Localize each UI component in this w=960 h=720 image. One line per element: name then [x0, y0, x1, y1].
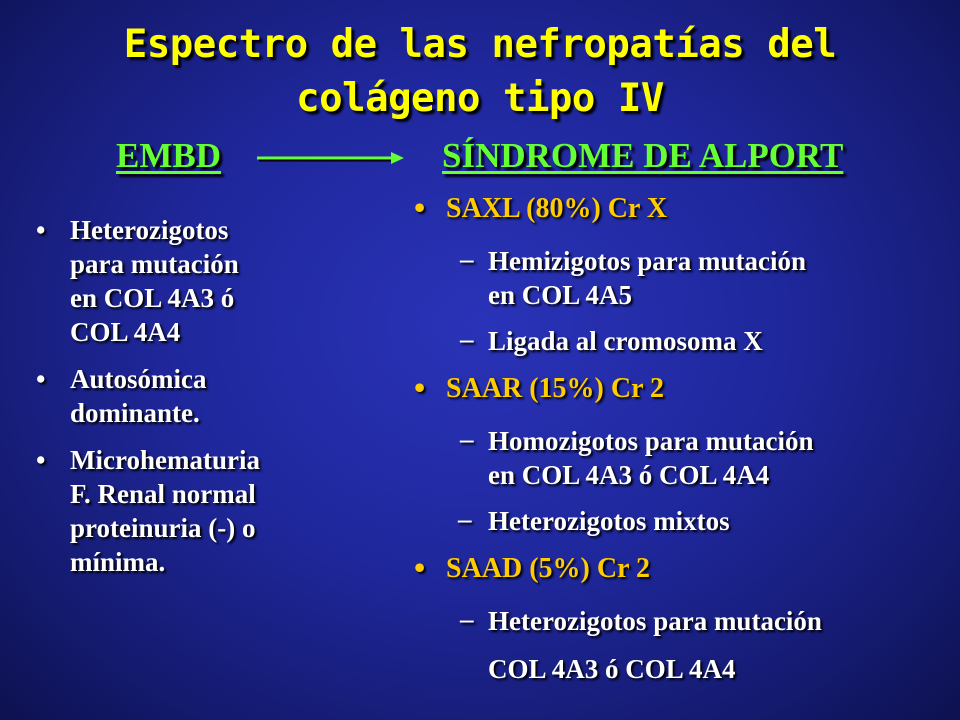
left-bullet-3-line-4: mínima.	[70, 547, 166, 577]
saxl-item-1-line-1: Hemizigotos para mutación	[488, 246, 806, 276]
saar-label: SAAR (15%) Cr 2	[446, 373, 665, 404]
left-bullet-2-line-2: dominante.	[70, 398, 200, 428]
bullet-dot-icon: •	[36, 364, 46, 394]
saxl-item-1	[410, 244, 950, 312]
saxl-item-1-line-2: en COL 4A5	[488, 280, 633, 310]
left-bullet-3-line-2: F. Renal normal	[70, 479, 256, 509]
dash-icon: –	[460, 604, 474, 634]
left-bullet-3	[34, 443, 334, 579]
saxl-label: SAXL (80%) Cr X	[446, 193, 668, 224]
left-bullet-1-line-3: en COL 4A3 ó	[70, 283, 235, 313]
arrow-right-icon	[255, 150, 405, 166]
bullet-dot-icon: •	[36, 215, 46, 245]
bullet-dot-icon: •	[414, 549, 426, 585]
saad-label: SAAD (5%) Cr 2	[446, 553, 651, 584]
saar-item-2	[410, 504, 950, 538]
left-bullet-1-line-2: para mutación	[70, 249, 239, 279]
left-bullet-2-line-1: Autosómica	[70, 364, 207, 394]
slide-title	[0, 18, 960, 126]
saxl-item-2-line-1: Ligada al cromosoma X	[488, 326, 763, 356]
bullet-dot-icon: •	[414, 369, 426, 405]
bullet-dot-icon: •	[36, 445, 46, 475]
dash-icon: –	[460, 324, 474, 354]
saad-item-1-line-2: COL 4A3 ó COL 4A4	[488, 654, 736, 684]
left-bullet-1-line-1: Heterozigotos	[70, 215, 229, 245]
right-section-saad	[410, 549, 950, 586]
saad-item-1	[410, 604, 950, 686]
left-bullet-3-line-3: proteinuria (-) o	[70, 513, 256, 543]
dash-icon: –	[460, 244, 474, 274]
left-bullet-2	[34, 362, 334, 430]
left-bullet-3-line-1: Microhematuria	[70, 445, 260, 475]
right-bullet-list	[410, 189, 950, 686]
saar-item-1-line-1: Homozigotos para mutación	[488, 426, 814, 456]
title-line-2: colágeno tipo IV	[296, 76, 664, 121]
left-bullet-list	[34, 213, 334, 592]
saar-item-2-line-1: Heterozigotos mixtos	[488, 506, 730, 536]
heading-sindrome-alport: SÍNDROME DE ALPORT	[442, 136, 844, 175]
left-bullet-1-line-4: COL 4A4	[70, 317, 181, 347]
saxl-item-2	[410, 324, 950, 358]
saad-item-1-line-1: Heterozigotos para mutación	[488, 606, 822, 636]
title-line-1: Espectro de las nefropatías del	[123, 22, 837, 67]
saar-item-1-line-2: en COL 4A3 ó COL 4A4	[488, 460, 770, 490]
right-section-saxl	[410, 189, 950, 226]
heading-embd: EMBD	[116, 136, 221, 175]
left-bullet-1	[34, 213, 334, 349]
dash-icon: –	[458, 504, 472, 534]
dash-icon: –	[460, 424, 474, 454]
bullet-dot-icon: •	[414, 189, 426, 225]
saar-item-1	[410, 424, 950, 492]
right-section-saar	[410, 369, 950, 406]
